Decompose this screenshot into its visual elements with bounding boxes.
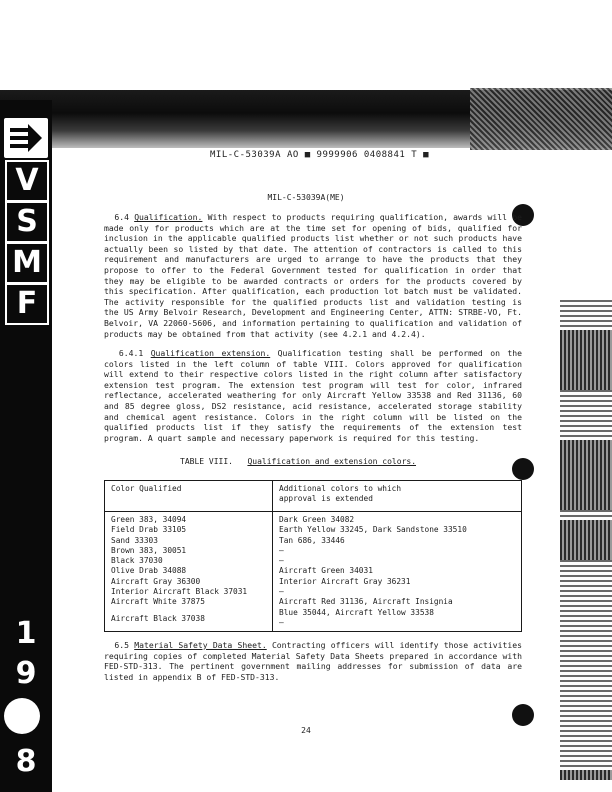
margin-year-digit-2: 9 <box>15 656 37 691</box>
right-scan-block <box>560 770 612 780</box>
section-body: With respect to products requiring qualification, awards will be made only for products which are at the time set for opening of bids, qualified for inclusion in the applicable qualified products list whether or not such products have actually been so listed by that date. The attention of contractors is called to this requirement and manufacturers are urged to arrange to have the products that they propose to offer to the Federal Government tested for qualification in order that they may be eligible to be awarded contracts or orders for the products covered by this specification. After qualification, each production lot batch must be validated. The activity responsible for the qualified products list and validation testing is the US Army Belvoir Research, Development and Engineering Center, ATTN: STRBE-VO, Ft. Belvoir, VA 22060-5606, and information pertaining to qualification and validation of products may be obtained from that activity (see 4.2.1 and 4.2.4). <box>104 212 522 339</box>
color-entry: – <box>279 545 284 555</box>
color-entry: Interior Aircraft Gray 36231 <box>279 576 411 586</box>
document-number: MIL-C-53039A(ME) <box>267 193 345 202</box>
qualified-colors-cell <box>105 512 273 632</box>
color-entry: Olive Drab 34088 <box>111 566 187 576</box>
section-number: 6.4.1 <box>118 348 144 358</box>
color-entry: Aircraft Black 37038 <box>111 613 205 623</box>
right-scan-block <box>560 440 612 510</box>
header-line: Additional colors to which <box>279 484 402 493</box>
table-caption <box>180 457 480 466</box>
right-scan-block <box>560 520 612 560</box>
margin-letter-v: V <box>5 160 49 202</box>
section-6-4 <box>104 212 522 339</box>
color-entry: Sand 33303 <box>111 535 158 545</box>
table-label: TABLE VIII. <box>180 457 233 466</box>
microfiche-arrow-icon <box>4 118 48 158</box>
color-entry: Black 37030 <box>111 556 163 566</box>
qualification-colors-table <box>104 480 522 632</box>
margin-year-digit-1: 1 <box>15 616 37 651</box>
section-heading: Material Safety Data Sheet. <box>134 640 267 650</box>
page-number: 24 <box>301 726 311 735</box>
color-entry: Dark Green 34082 <box>279 515 355 524</box>
color-entry: Aircraft Red 31136, Aircraft Insignia <box>279 597 453 607</box>
margin-letter-s: S <box>5 201 49 243</box>
section-heading: Qualification. <box>134 212 203 222</box>
header-additional-colors <box>273 481 522 512</box>
color-entry: Interior Aircraft Black 37031 <box>111 587 248 597</box>
scan-speckle <box>470 88 612 150</box>
margin-letter-f: F <box>5 283 49 325</box>
right-scan-block <box>560 330 612 390</box>
extended-colors-cell <box>273 512 522 632</box>
section-heading: Qualification extension. <box>150 348 271 358</box>
section-body: Contracting officers will identify those activities requiring copies of completed Material Safety Data Sheets prepared in accordance with FED-STD-313. The pertinent government mailing addresses for submission of data are listed in appendix B of FED-STD-313. <box>104 640 523 682</box>
table-title: Qualification and extension colors. <box>247 457 417 466</box>
color-entry: Tan 686, 33446 <box>279 535 345 545</box>
section-body: Qualification testing shall be performed on the colors listed in the left column of table VIII. Colors approved for qualification will extend to their respective colors listed in the right column after satisfactory extension test program. The extension test program will test for color, infrared reflectance, accelerated weathering for only Aircraft Yellow 33538 and Red 31136, 60 and 85 degree gloss, DS2 resistance, acid resistance, accelerated storage stability and chemical agent resistance. Colors in the right column will be listed on the qualified products list if they satisfy the requirements of the extension test program. A quart sample and necessary paperwork is required for this testing. <box>104 348 523 443</box>
color-entry: Blue 35044, Aircraft Yellow 33538 <box>279 607 434 617</box>
color-entry: Aircraft Gray 36300 <box>111 576 201 586</box>
color-entry: – <box>279 556 284 566</box>
header-color-qualified: Color Qualified <box>105 481 273 512</box>
header-line: approval is extended <box>279 494 373 504</box>
color-entry: Aircraft Green 34031 <box>279 566 373 576</box>
binder-hole <box>512 704 534 726</box>
color-entry: Field Drab 33105 <box>111 525 187 535</box>
color-entry: Green 383, 34094 <box>111 515 187 524</box>
color-entry: – <box>279 587 284 597</box>
color-entry: Earth Yellow 33245, Dark Sandstone 33510 <box>279 525 467 535</box>
table-body-row <box>105 512 522 632</box>
table-header-row <box>105 481 522 512</box>
arrow-right-icon <box>8 122 44 154</box>
binder-hole <box>512 458 534 480</box>
header-code-line: MIL-C-53039A AO ■ 9999906 0408841 T ■ <box>210 150 429 160</box>
margin-year-digit-3: 8 <box>15 744 37 779</box>
margin-letter-m: M <box>5 242 49 284</box>
section-6-4-1 <box>104 348 522 443</box>
section-number: 6.4 <box>114 212 129 222</box>
color-entry: Aircraft White 37875 <box>111 597 205 607</box>
color-entry: – <box>279 617 284 627</box>
section-number: 6.5 <box>114 640 130 650</box>
section-6-5 <box>104 640 522 682</box>
color-entry: Brown 383, 30051 <box>111 545 187 555</box>
